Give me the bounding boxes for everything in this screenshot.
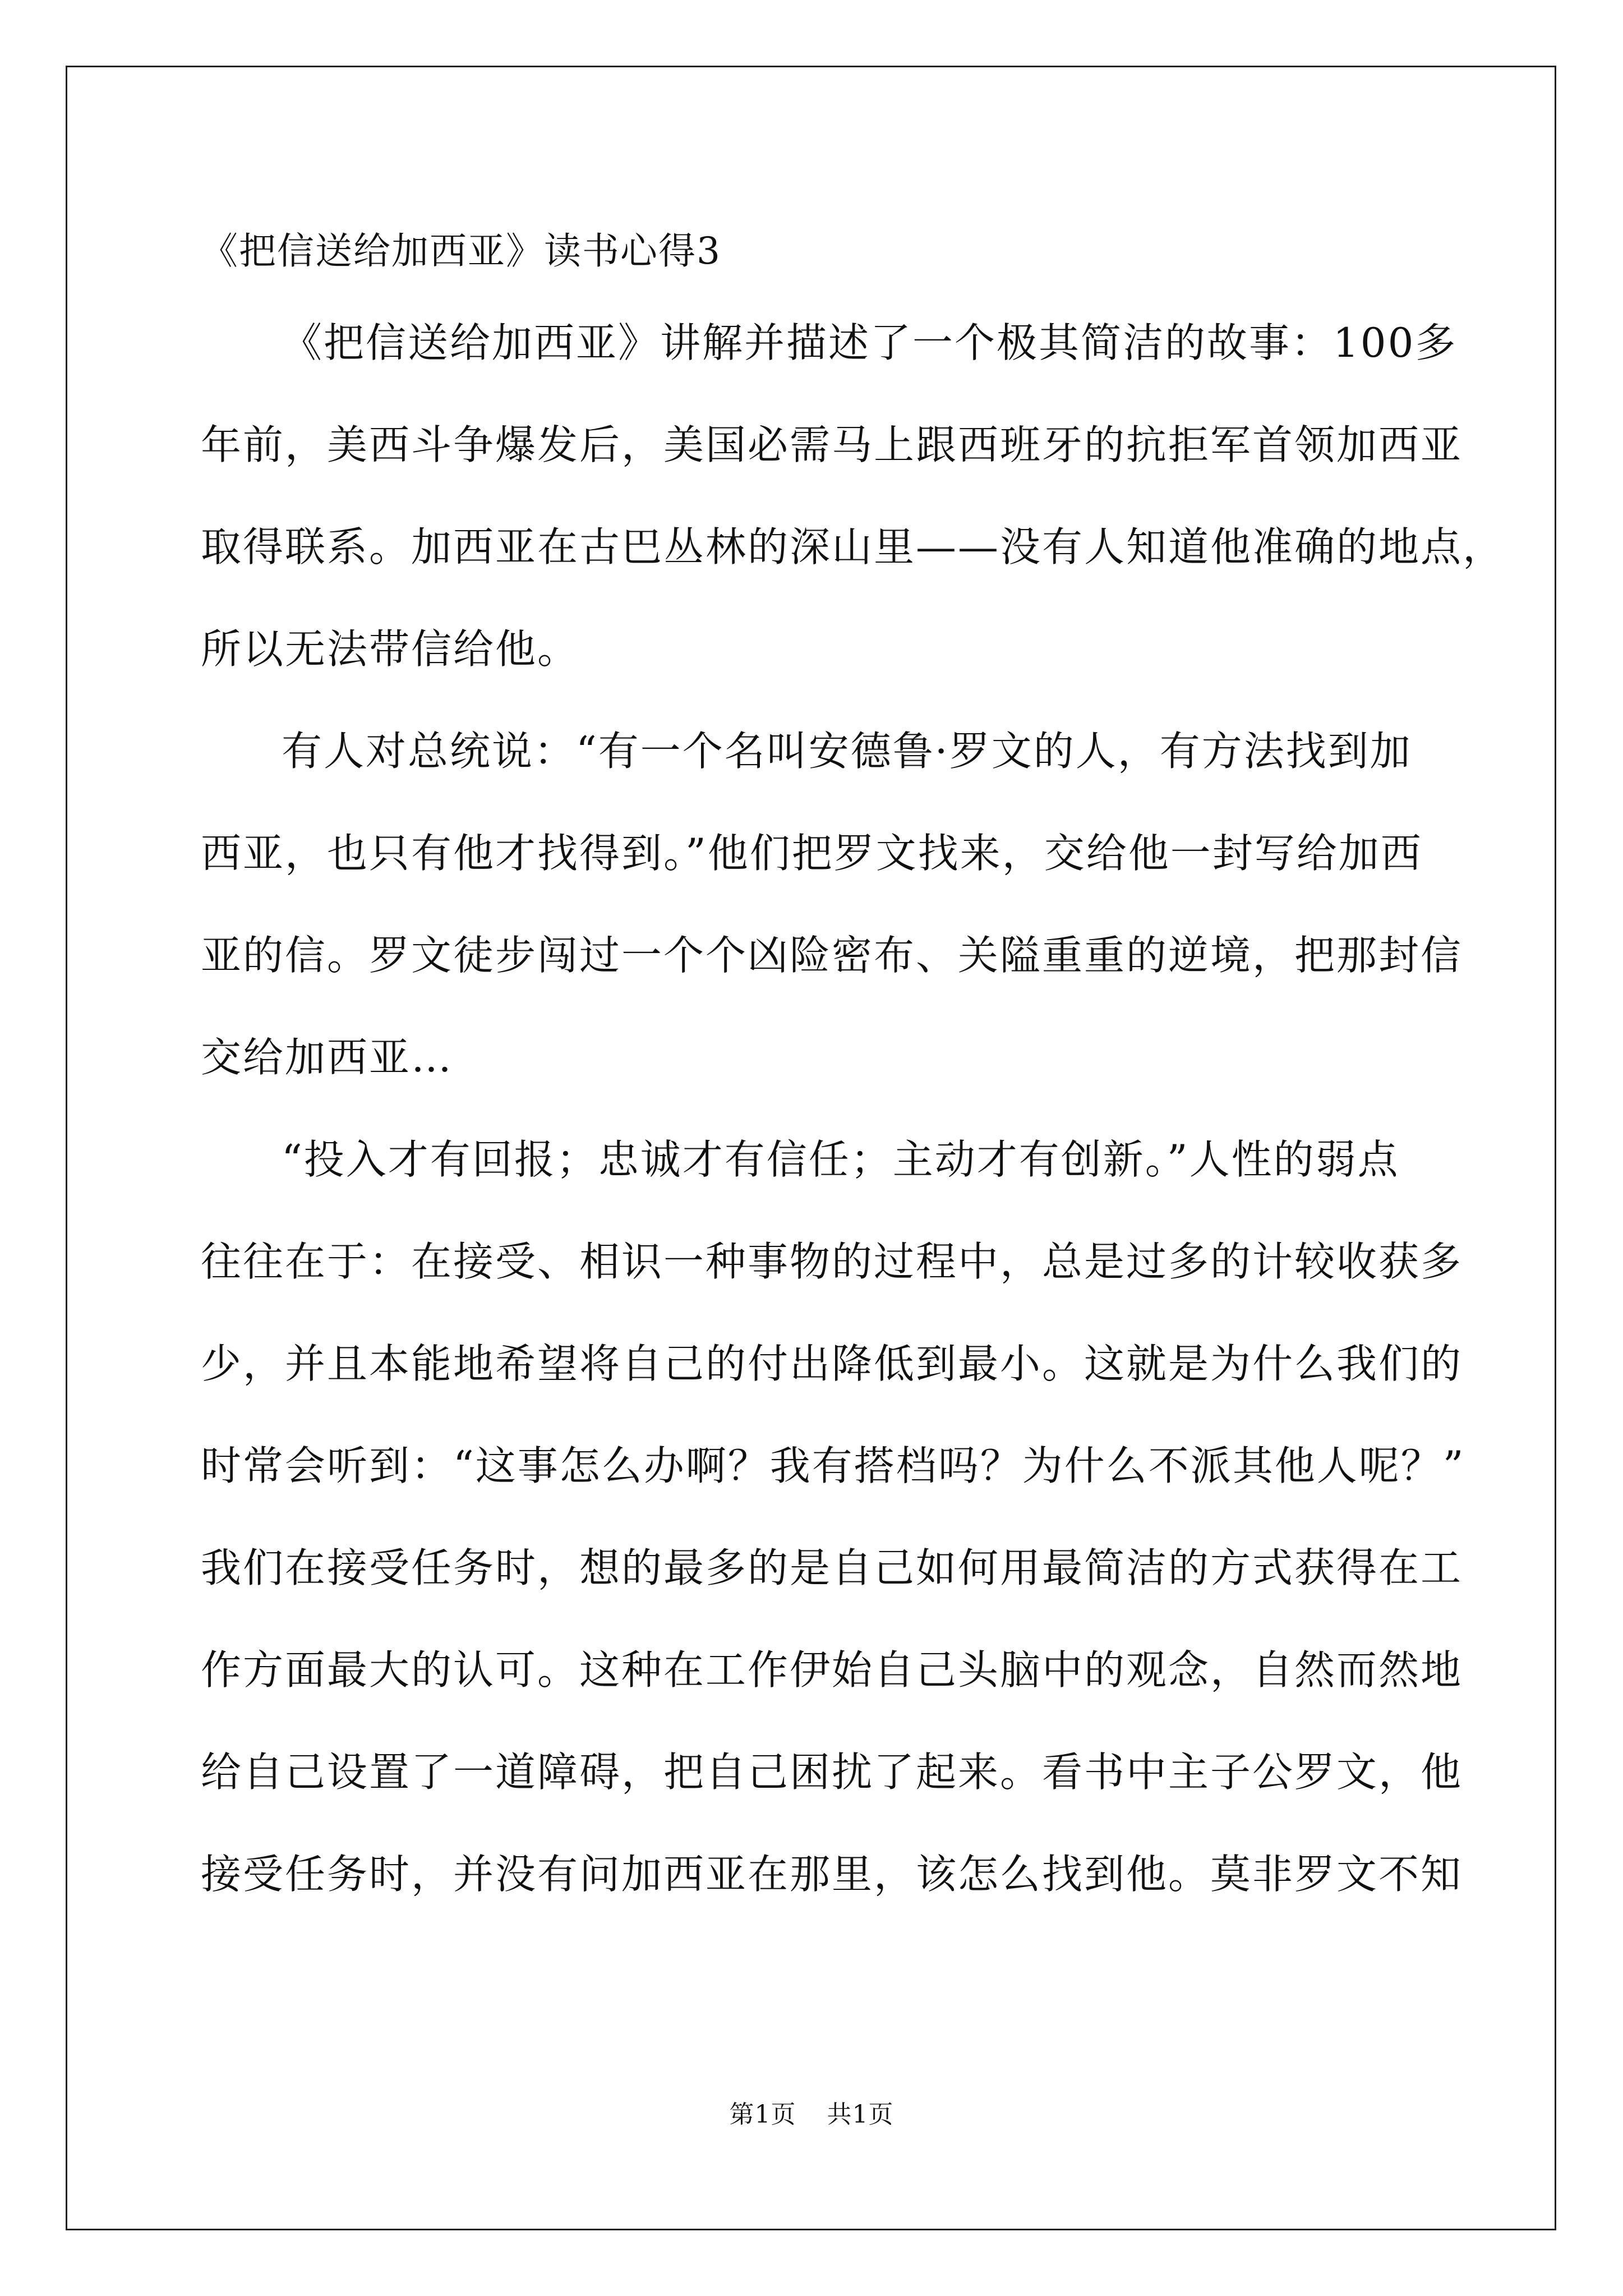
- paragraph-3: [201, 1108, 1465, 1925]
- text-line: 作方面最大的认可。这种在工作伊始自己头脑中的观念，自然而然地: [201, 1646, 1463, 1694]
- text-line: 我们在接受任务时，想的最多的是自己如何用最简洁的方式获得在工: [201, 1544, 1463, 1591]
- text-line: 交给加西亚…: [201, 1034, 454, 1081]
- text-line: 接受任务时，并没有问加西亚在那里，该怎么找到他。莫非罗文不知: [201, 1851, 1463, 1898]
- paragraph-1: [201, 292, 1505, 700]
- page-footer: [0, 2098, 1623, 2132]
- text-line: “投入才有回报；忠诚才有信任；主动才有创新。”人性的弱点: [282, 1136, 1400, 1183]
- text-line: 所以无法带信给他。: [201, 625, 580, 673]
- page-number: 第1页: [729, 2100, 796, 2129]
- page-total: 共1页: [827, 2100, 894, 2129]
- text-line: 《把信送给加西亚》讲解并描述了一个极其简洁的故事：100多: [282, 319, 1458, 366]
- text-line: 年前，美西斗争爆发后，美国必需马上跟西班牙的抗拒军首领加西亚: [201, 421, 1463, 468]
- text-line: 少，并且本能地希望将自己的付出降低到最小。这就是为什么我们的: [201, 1340, 1463, 1387]
- paragraph-2: [201, 700, 1463, 1108]
- text-line: 给自己设置了一道障碍，把自己困扰了起来。看书中主子公罗文，他: [201, 1749, 1463, 1796]
- text-line: 取得联系。加西亚在古巴丛林的深山里——没有人知道他准确的地点，: [201, 523, 1505, 570]
- document-title: 《把信送给加西亚》读书心得3: [201, 229, 721, 273]
- text-line: 有人对总统说：“有一个名叫安德鲁·罗文的人，有方法找到加: [282, 728, 1412, 775]
- text-line: 时常会听到：“这事怎么办啊？我有搭档吗？为什么不派其他人呢？”: [201, 1442, 1465, 1489]
- text-line: 西亚，也只有他才找得到。”他们把罗文找来，交给他一封写给加西: [201, 830, 1423, 877]
- text-line: 亚的信。罗文徒步闯过一个个凶险密布、关隘重重的逆境，把那封信: [201, 932, 1463, 979]
- text-line: 往往在于：在接受、相识一种事物的过程中，总是过多的计较收获多: [201, 1238, 1463, 1285]
- document-body: [201, 292, 1505, 1925]
